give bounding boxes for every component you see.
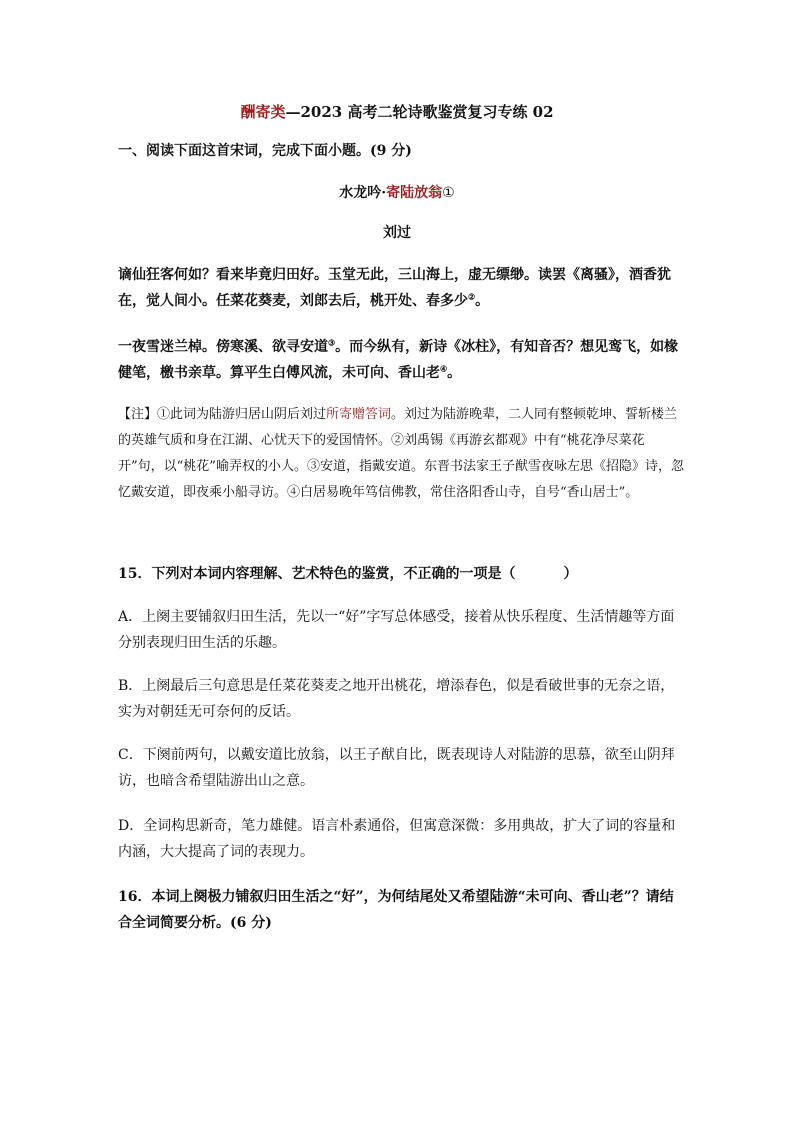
page-title (0, 101, 794, 123)
stanza-2-end: 。 (447, 365, 462, 381)
note-text-b: 。刘过为陆游晚辈，二人同有整顿乾坤、誓斩楼兰的英雄气质和身在江湖、心忧天下的爱国情怀。②刘禹锡《再游玄都观》中有“桃花净尽菜花开”句，以“桃花”喻弄权的小人。③安道，指戴安道。东晋书法家王子猷雪夜咏左思《招隐》诗，忽忆戴安道，即夜乘小船寻访。④白居易晚年笃信佛教，常住洛阳香山寺，自号“香山居士”。 (118, 407, 684, 500)
poem-author: 刘过 (383, 225, 411, 241)
poem-title (0, 182, 794, 204)
stanza-1-text: 谪仙狂客何如？看来毕竟归田好。玉堂无此，三山海上，虚无缥缈。读罢《离骚》，酒香犹在，觉人间小。任菜花葵麦，刘郎去后，桃开处、春多少 (118, 267, 671, 309)
title-category: 酬寄类 (240, 103, 286, 121)
poem-stanza-2 (118, 334, 686, 386)
annotation-note (118, 402, 686, 506)
poem-title-subject: 寄陆放翁 (386, 185, 443, 201)
option-b: B．上阕最后三句意思是任菜花葵麦之地开出桃花，增添春色，似是看破世事的无奈之语，实为对朝廷无可奈何的反话。 (118, 678, 675, 720)
note-ref-2: ② (468, 291, 476, 302)
note-ref-4: ④ (440, 363, 448, 374)
q15-stem-text: 15．下列对本词内容理解、艺术特色的鉴赏，不正确的一项是（ (118, 566, 516, 582)
option-a: A．上阕主要铺叙归田生活，先以一“好”字写总体感受，接着从快乐程度、生活情趣等方面分别表现归田生活的乐趣。 (118, 609, 675, 651)
poem-title-tune: 水龙吟· (339, 185, 387, 201)
poem-stanza-1 (118, 262, 686, 314)
poem-title-note-mark: ① (442, 185, 455, 201)
title-text: —2023 高考二轮诗歌鉴赏复习专练 02 (285, 103, 554, 121)
option-c: C．下阕前两句，以戴安道比放翁，以王子猷自比，既表现诗人对陆游的思慕，欲至山阴拜访，也暗含希望陆游出山之意。 (118, 747, 675, 789)
question-15-stem (118, 561, 686, 587)
option-d: D．全词构思新奇，笔力雄健。语言朴素通俗，但寓意深微：多用典故，扩大了词的容量和内涵，大大提高了词的表现力。 (118, 818, 676, 860)
note-highlight: 所寄赠答词 (326, 407, 392, 422)
q15-stem-close: ） (563, 566, 578, 582)
stanza-2-text-a: 一夜雪迷兰棹。傍寒溪、欲寻安道 (118, 339, 328, 355)
question-16: 16．本词上阕极力铺叙归田生活之“好”，为何结尾处又希望陆游“未可向、香山老”？请结合全词简要分析。(6 分) (118, 889, 674, 931)
stanza-1-end: 。 (475, 293, 490, 309)
note-text-a: 【注】①此词为陆游归居山阴后刘过 (118, 407, 327, 422)
section-heading: 一、阅读下面这首宋词，完成下面小题。(9 分) (118, 143, 412, 159)
stanza-2-text-b: 。而今纵有，新诗《冰柱》，有知音否？想见鸾飞，如椽健笔，檄书亲草。算平生白傅风流，未可向、香山老 (118, 339, 679, 381)
note-ref-3: ③ (328, 337, 336, 348)
